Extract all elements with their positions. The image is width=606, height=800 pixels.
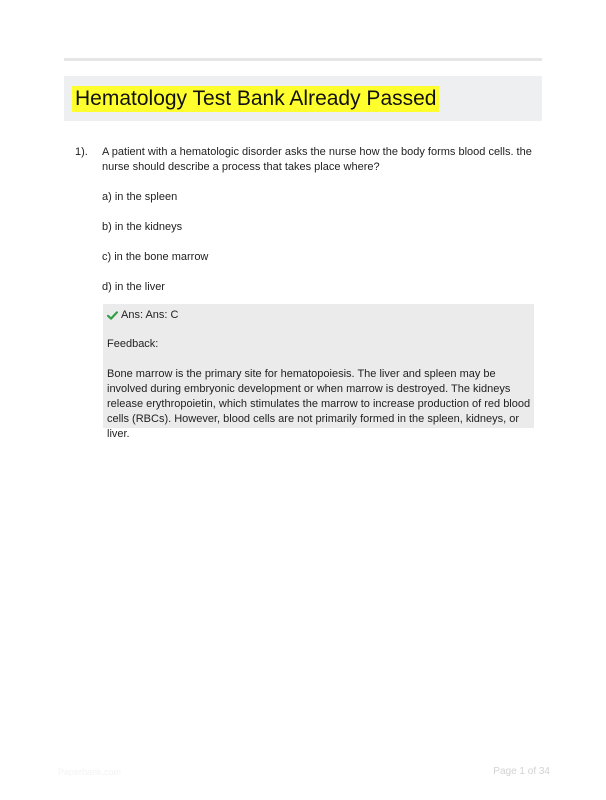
option-b: b) in the kidneys	[102, 221, 183, 233]
option-a: a) in the spleen	[102, 191, 178, 203]
question-number: 1).	[75, 146, 88, 158]
check-icon	[107, 310, 118, 321]
footer-watermark: Paperbank.com	[58, 767, 122, 777]
option-c: c) in the bone marrow	[102, 251, 209, 263]
feedback-text: Bone marrow is the primary site for hematopoiesis. The liver and spleen may be involved during embryonic development or when marrow is destroyed. The kidneys release erythropoietin, which stimulates the marrow to increase production of red blood cells (RBCs). However, blood cells are not primarily formed in the spleen, kidneys, or liver.	[107, 368, 531, 440]
title-banner	[64, 76, 542, 121]
top-divider	[64, 58, 542, 61]
page-indicator: Page 1 of 34	[493, 766, 550, 777]
option-d: d) in the liver	[102, 281, 165, 293]
answer-line	[107, 308, 178, 323]
document-title: Hematology Test Bank Already Passed	[72, 86, 439, 112]
answer-panel	[103, 304, 534, 440]
feedback-label: Feedback:	[107, 338, 159, 350]
answer-text: Ans: Ans: C	[121, 309, 179, 321]
question-text: A patient with a hematologic disorder asks the nurse how the body forms blood cells. the nurse should describe a process that takes place where?	[102, 146, 532, 173]
